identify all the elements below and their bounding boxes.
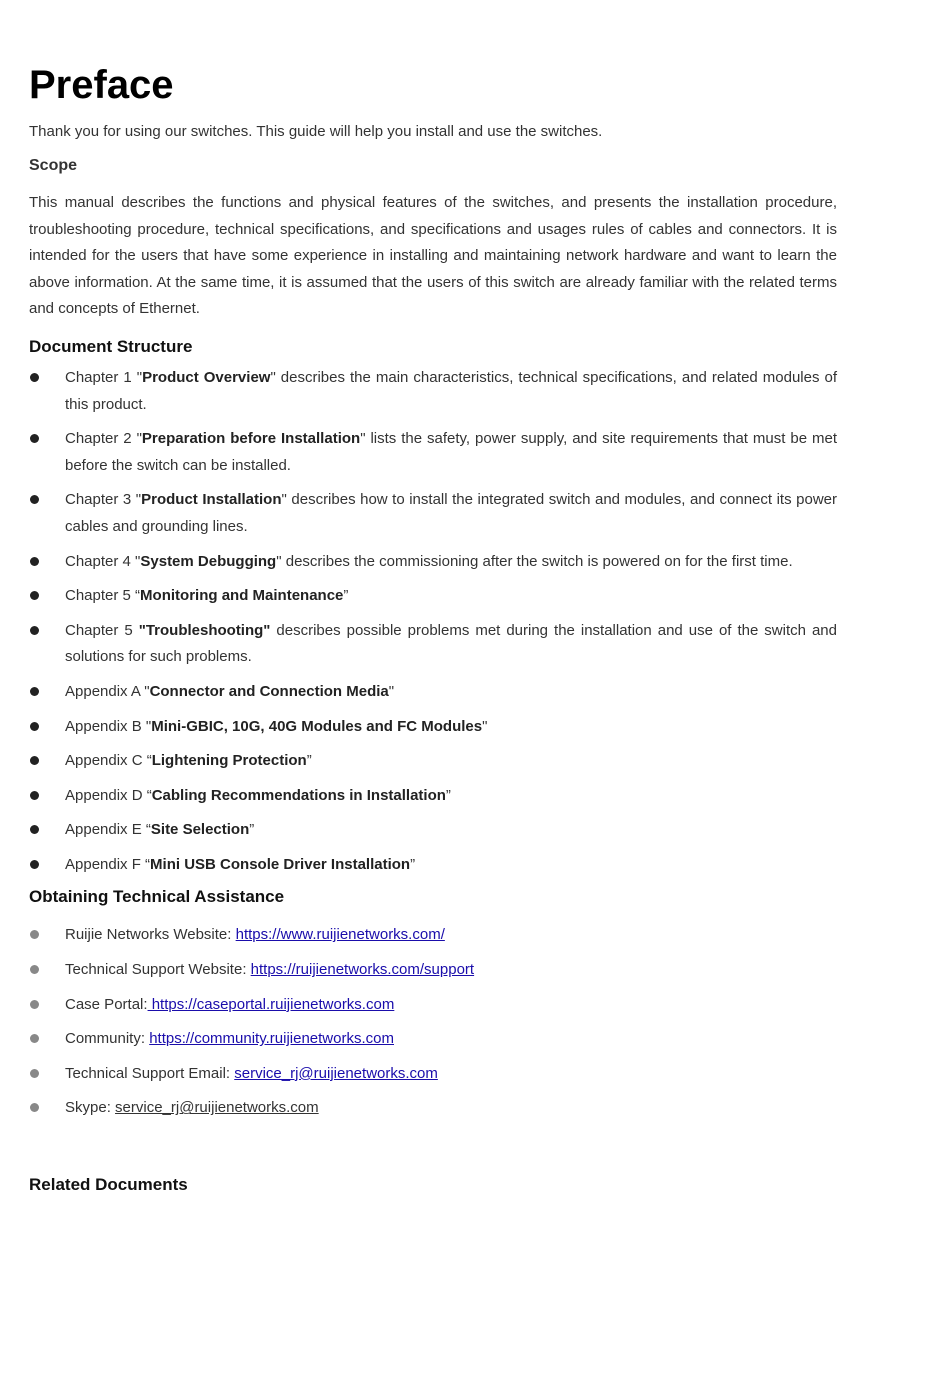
bullet-icon [30, 591, 39, 600]
list-item [29, 714, 837, 741]
bullet-icon [30, 722, 39, 731]
bullet-icon [30, 791, 39, 800]
item-suffix: ” [410, 855, 416, 873]
list-item [29, 365, 837, 418]
bullet-icon [30, 1000, 39, 1009]
bullet-icon [30, 434, 39, 443]
assist-label: Technical Support Website: [65, 961, 251, 979]
bullet-icon [30, 557, 39, 566]
list-item [29, 618, 837, 671]
technical-assistance-heading: Obtaining Technical Assistance [29, 887, 285, 907]
list-item [29, 679, 837, 706]
bullet-icon [30, 756, 39, 765]
bullet-icon [30, 825, 39, 834]
intro-text: Thank you for using our switches. This guide will help you install and use the switches. [29, 123, 603, 140]
list-item [29, 922, 837, 949]
skype-link[interactable]: service_rj@ruijienetworks.com [115, 1099, 319, 1117]
community-link[interactable]: https://community.ruijienetworks.com [149, 1030, 394, 1048]
list-item [29, 748, 837, 775]
item-title: "Troubleshooting" [138, 621, 271, 639]
case-portal-link[interactable]: https://caseportal.ruijienetworks.com [147, 995, 395, 1013]
document-structure-heading: Document Structure [29, 336, 193, 356]
bullet-icon [30, 930, 39, 939]
bullet-icon [30, 1103, 39, 1112]
list-item [29, 817, 837, 844]
list-item [29, 549, 837, 576]
bullet-icon [30, 1069, 39, 1078]
item-prefix: Chapter 3 " [65, 491, 142, 509]
item-prefix: Appendix B " [65, 717, 152, 735]
item-prefix: Chapter 5 [65, 621, 139, 639]
item-title: Product Installation [141, 491, 282, 509]
list-item [29, 852, 837, 879]
assist-label: Technical Support Email: [65, 1064, 235, 1082]
support-email-link[interactable]: service_rj@ruijienetworks.com [234, 1064, 438, 1082]
item-suffix: " lists the safety, power supply, and site requirements that must be met before the switch can be installed. [65, 430, 837, 474]
item-title: Product Overview [142, 368, 271, 386]
item-prefix: Chapter 4 " [65, 552, 141, 570]
list-item [29, 487, 837, 540]
document-page [29, 58, 837, 1196]
item-prefix: Appendix E “ [65, 821, 151, 839]
bullet-icon [30, 373, 39, 382]
list-item [29, 1026, 837, 1053]
page-title: Preface [29, 63, 174, 107]
assist-label: Ruijie Networks Website: [65, 926, 236, 944]
item-prefix: Appendix F “ [65, 855, 151, 873]
technical-assistance-list [29, 922, 837, 1122]
bullet-icon [30, 1034, 39, 1043]
item-suffix: ” [306, 752, 312, 770]
item-title: Lightening Protection [151, 752, 307, 770]
bullet-icon [30, 965, 39, 974]
list-item [29, 426, 837, 479]
item-suffix: " describes the commissioning after the switch is powered on for the first time. [276, 552, 793, 570]
item-suffix: " [482, 717, 488, 735]
item-prefix: Chapter 1 " [65, 368, 143, 386]
item-prefix: Chapter 5 “ [65, 587, 141, 605]
website-link[interactable]: https://www.ruijienetworks.com/ [235, 926, 445, 944]
item-prefix: Appendix A " [65, 682, 150, 700]
item-title: Cabling Recommendations in Installation [151, 786, 446, 804]
item-prefix: Appendix D “ [65, 786, 152, 804]
item-title: Connector and Connection Media [149, 682, 389, 700]
list-item [29, 583, 837, 610]
item-prefix: Appendix C “ [65, 752, 152, 770]
item-suffix: describes possible problems met during the installation and use of the switch and solutions for such problems. [65, 621, 837, 666]
document-structure-list [29, 365, 837, 879]
item-suffix: " describes how to install the integrated switch and modules, and connect its power cables and grounding lines. [65, 491, 837, 535]
list-item [29, 1061, 837, 1088]
item-title: Mini-GBIC, 10G, 40G Modules and FC Modules [151, 717, 483, 735]
assist-label: Skype: [65, 1099, 116, 1117]
bullet-icon [30, 495, 39, 504]
item-prefix: Chapter 2 " [65, 430, 142, 448]
item-suffix: " [388, 682, 395, 700]
item-title: System Debugging [140, 552, 277, 570]
list-item [29, 1095, 837, 1122]
support-website-link[interactable]: https://ruijienetworks.com/support [250, 961, 475, 979]
scope-heading: Scope [29, 157, 78, 174]
bullet-icon [30, 860, 39, 869]
item-title: Monitoring and Maintenance [140, 587, 344, 605]
assist-label: Community: [65, 1030, 150, 1048]
list-item [29, 957, 837, 984]
item-suffix: ” [343, 587, 349, 605]
scope-paragraph: This manual describes the functions and physical features of the switches, and presents the installation procedure, troubleshooting procedure, technical specifications, and specifications and usages rules of cables and connectors. It is intended for the users that have some experience in installing and maintaining network hardware and want to learn the above information. At the same time, it is assumed that the users of this switch are already familiar with the related terms and concepts of Ethernet. [29, 194, 837, 318]
item-title: Site Selection [150, 821, 250, 839]
list-item [29, 992, 837, 1019]
list-item [29, 783, 837, 810]
item-suffix: ” [445, 786, 451, 804]
bullet-icon [30, 626, 39, 635]
item-title: Mini USB Console Driver Installation [150, 855, 411, 873]
item-suffix: ” [249, 821, 255, 839]
item-title: Preparation before Installation [141, 430, 361, 448]
bullet-icon [30, 687, 39, 696]
assist-label: Case Portal: [65, 995, 148, 1013]
related-documents-heading: Related Documents [29, 1175, 188, 1195]
item-suffix: " describes the main characteristics, technical specifications, and related modules of this product. [65, 368, 837, 413]
